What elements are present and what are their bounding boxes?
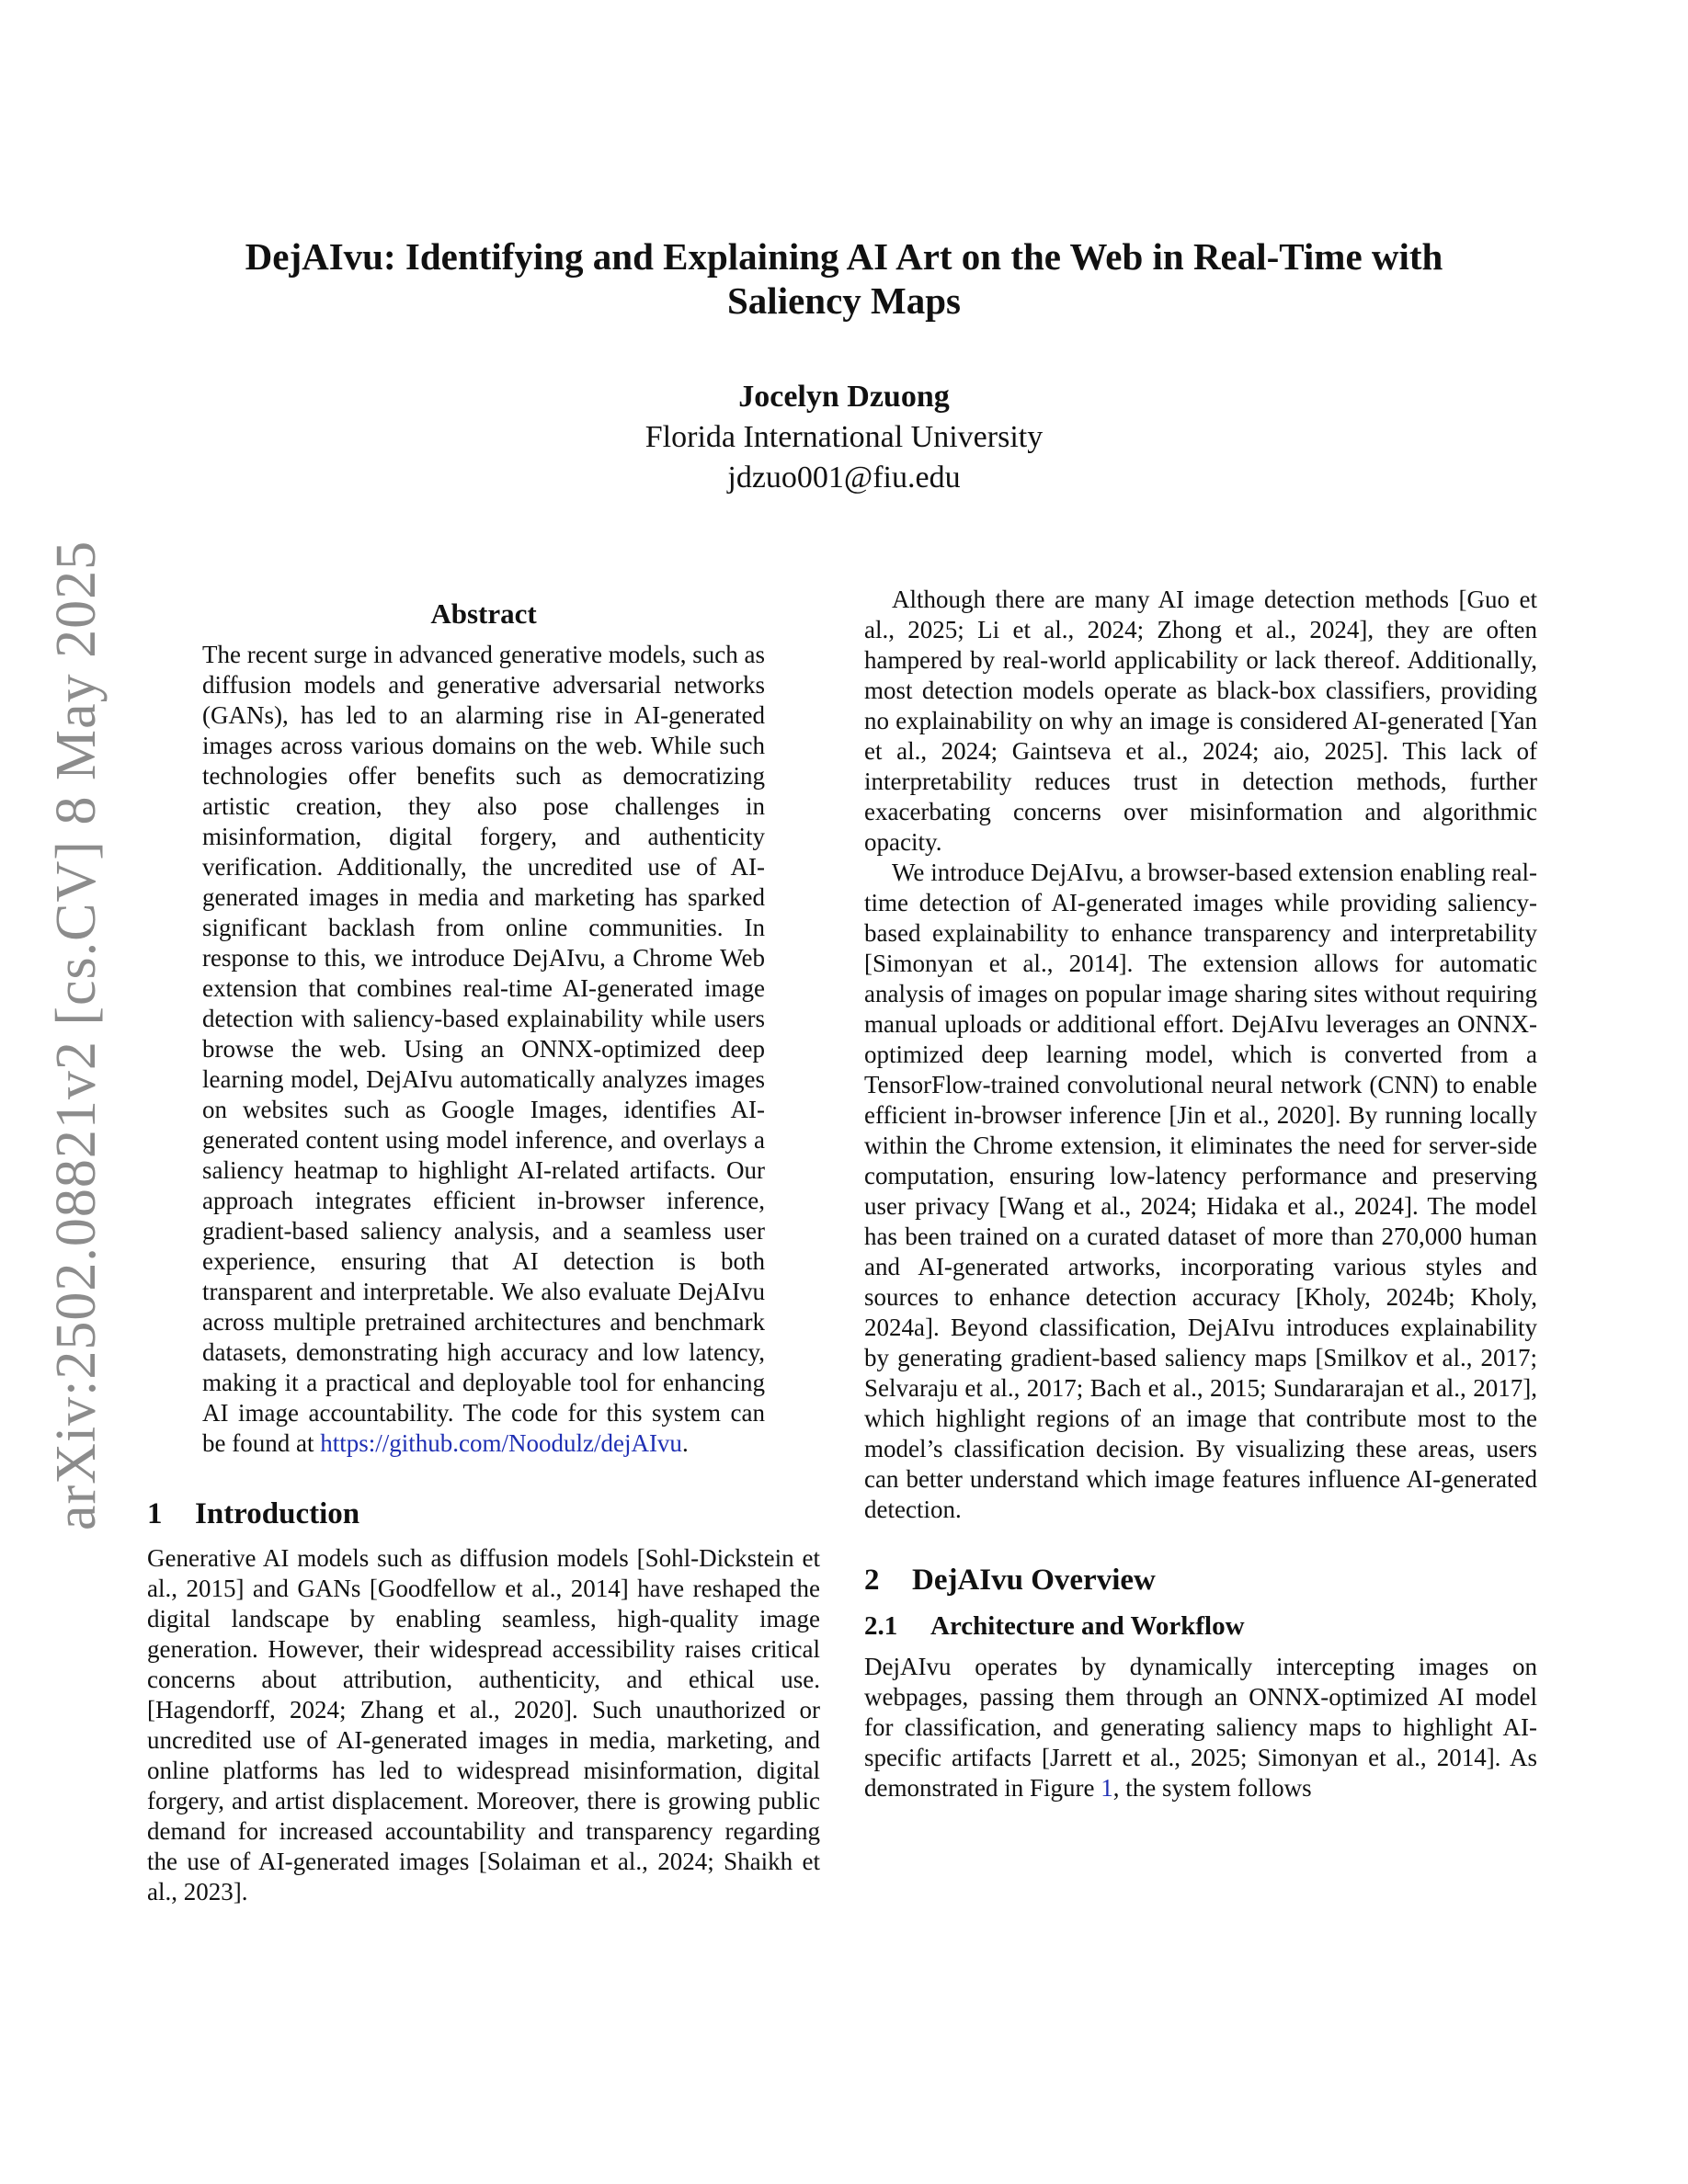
author-block xyxy=(276,377,1412,498)
architecture-heading xyxy=(864,1610,1537,1643)
overview-title: DejAIvu Overview xyxy=(912,1564,1156,1597)
architecture-body: DejAIvu operates by dynamically intercepting images on webpages, passing them through an ONNX-optimized AI model for classification, and generating saliency maps to highlight AI-specific artifacts [Jarrett et al., 2025; Simonyan et al., 2014]. As demonstrated in Figure xyxy=(864,1653,1537,1802)
right-column xyxy=(864,585,1537,1803)
architecture-end: , the system follows xyxy=(1112,1774,1312,1802)
author-affiliation: Florida International University xyxy=(644,420,1044,454)
intro-paragraph-3: We introduce DejAIvu, a browser-based extension enabling real-time detection of AI-generated images while providing saliency-based explainability to enhance transparency and interpretability [Simonyan et al., 2014]. The extension allows for automatic analysis of images on popular image sharing sites without requiring manual uploads or additional effort. DejAIvu leverages an ONNX-optimized deep learning model, which is converted from a TensorFlow-trained convolutional neural network (CNN) to enable efficient in-browser inference [Jin et al., 2020]. By running locally within the Chrome extension, it eliminates the need for server-side computation, ensuring low-latency performance and preserving user privacy [Wang et al., 2024; Hidaka et al., 2024]. The model has been trained on a curated dataset of more than 270,000 human and AI-generated artworks, incorporating various styles and sources to enhance detection accuracy [Kholy, 2024b; Kholy, 2024a]. Beyond classification, DejAIvu introduces explainability by generating gradient-based saliency maps [Smilkov et al., 2017; Selvaraju et al., 2017; Bach et al., 2015; Sundararajan et al., 2017], which highlight regions of an image that contribute most to the model’s classification decision. By visualizing these areas, users can better understand which image features influence AI-generated detection. xyxy=(864,859,1537,1523)
abstract-end: . xyxy=(681,1429,689,1457)
author-name: Jocelyn Dzuong xyxy=(738,380,950,414)
code-link[interactable]: https://github.com/Noodulz/dejAIvu xyxy=(320,1429,682,1457)
intro-paragraph-1: Generative AI models such as diffusion models [Sohl-Dickstein et al., 2015] and GANs [Goodfellow et al., 2014] have reshaped the digital landscape by enabling seamless, high-quality image generation. However, their widespread accessibility raises critical concerns about attribution, authenticity, and ethical use. [Hagendorff, 2024; Zhang et al., 2020]. Such unauthorized or uncredited use of AI-generated images in media, marketing, and online platforms has led to widespread misinformation, digital forgery, and artist displacement. Moreover, there is growing public demand for increased accountability and transparency regarding the use of AI-generated images [Solaiman et al., 2024; Shaikh et al., 2023]. xyxy=(147,1544,820,1905)
intro-paragraph-2: Although there are many AI image detection methods [Guo et al., 2025; Li et al., 2024; Zhong et al., 2024], they are often hampered by real-world applicability or lack thereof. Additionally, most detection models operate as black-box classifiers, providing no explainability on why an image is considered AI-generated [Yan et al., 2024; Gaintseva et al., 2024; aio, 2025]. This lack of interpretability reduces trust in detection methods, further exacerbating concerns over misinformation and algorithmic opacity. xyxy=(864,586,1537,856)
abstract-body: The recent surge in advanced generative models, such as diffusion models and generative adversarial networks (GANs), has led to an alarming rise in AI-generated images across various domains on the web. While such technologies offer benefits such as democratizing artistic creation, they also pose challenges in misinformation, digital forgery, and authenticity verification. Additionally, the uncredited use of AI-generated images in media and marketing has sparked significant backlash from online communities. In response to this, we introduce DejAIvu, a Chrome Web extension that combines real-time AI-generated image detection with saliency-based explainability while users browse the web. Using an ONNX-optimized deep learning model, DejAIvu automatically analyzes images on websites such as Google Images, identifies AI-generated content using model inference, and overlays a saliency heatmap to highlight AI-related artifacts. Our approach integrates efficient in-browser inference, gradient-based saliency analysis, and a seamless user experience, ensuring that AI detection is both transparent and interpretable. We also evaluate DejAIvu across multiple pretrained architectures and benchmark datasets, demonstrating high accuracy and low latency, making it a practical and deployable tool for enhancing AI image accountability. The code for this system can be found at xyxy=(202,641,766,1457)
overview-heading xyxy=(864,1562,1537,1598)
abstract-heading: Abstract xyxy=(430,597,537,630)
intro-number: 1 xyxy=(147,1497,163,1530)
overview-number: 2 xyxy=(864,1564,880,1597)
title-line-1: DejAIvu: Identifying and Explaining AI Art on the Web in Real-Time with xyxy=(245,235,1443,278)
left-column xyxy=(147,585,820,1907)
architecture-number: 2.1 xyxy=(864,1611,898,1641)
intro-heading xyxy=(147,1496,820,1532)
architecture-paragraph xyxy=(864,1652,1537,1803)
abstract-text xyxy=(202,640,765,1459)
title-line-2: Saliency Maps xyxy=(727,279,961,322)
figure-1-link[interactable]: 1 xyxy=(1101,1774,1113,1802)
abstract-section xyxy=(202,596,765,1459)
author-email: jdzuo001@fiu.edu xyxy=(727,461,961,495)
arxiv-identifier: arXiv:2502.08821v2 [cs.CV] 8 May 2025 xyxy=(45,540,108,1530)
paper-title xyxy=(156,234,1532,323)
architecture-title: Architecture and Workflow xyxy=(930,1611,1245,1641)
intro-title: Introduction xyxy=(195,1497,360,1530)
